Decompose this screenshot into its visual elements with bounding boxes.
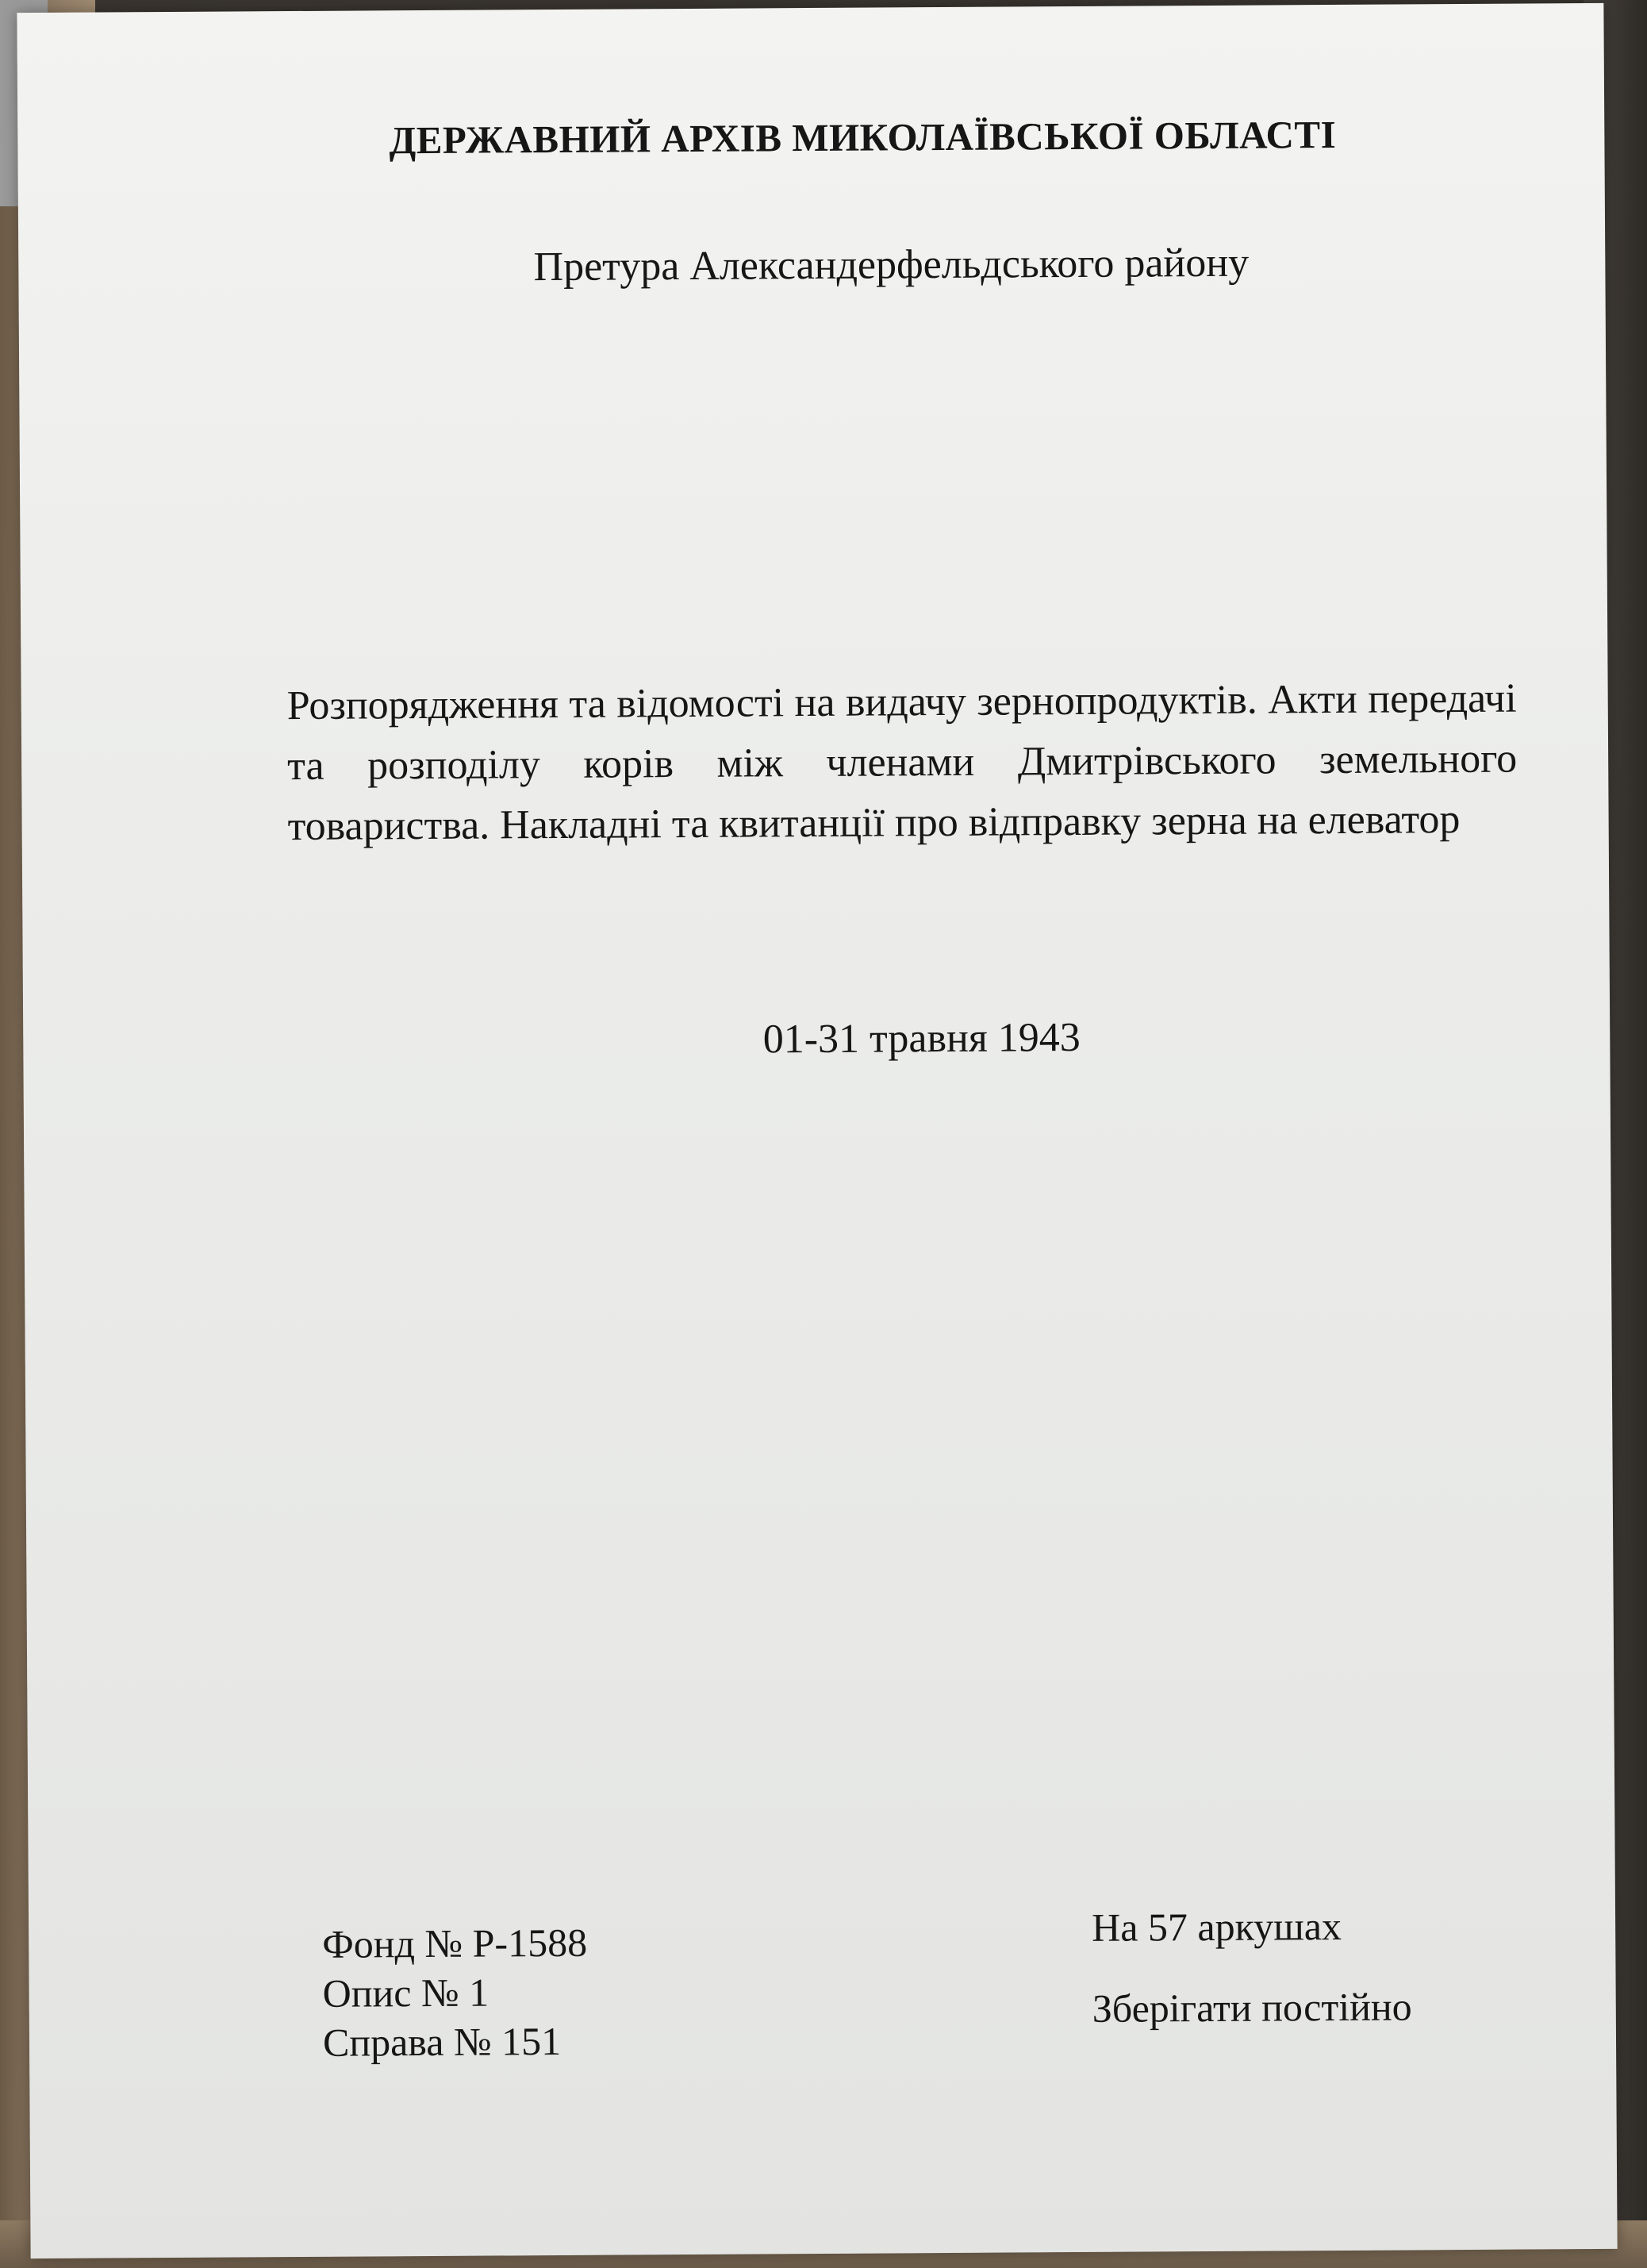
inventory-number: Опис № 1 — [322, 1970, 489, 2016]
spacer — [1092, 1950, 1411, 1983]
sheet-count: На 57 аркушах — [1091, 1903, 1342, 1950]
archive-cover-sheet — [17, 3, 1617, 2258]
fund-number: Фонд № Р-1588 — [322, 1920, 588, 1966]
date-range: 01-31 травня 1943 — [762, 1014, 1081, 1063]
case-title: Розпорядження та відомості на видачу зернопродуктів. Акти передачі та розподілу корів між членами Дмитрівського земельного товариства. Накладні та квитанції про відправку зерна на елеватор — [286, 675, 1518, 850]
file-number: Справа № 151 — [322, 2018, 562, 2065]
storage-info — [1092, 1901, 1412, 2032]
retention-note: Зберігати постійно — [1092, 1984, 1412, 2031]
fund-creator: Претура Александерфельдського району — [533, 240, 1250, 290]
archive-codes — [322, 1918, 588, 2067]
archive-name: ДЕРЖАВНИЙ АРХІВ МИКОЛАЇВСЬКОЇ ОБЛАСТІ — [389, 112, 1337, 163]
